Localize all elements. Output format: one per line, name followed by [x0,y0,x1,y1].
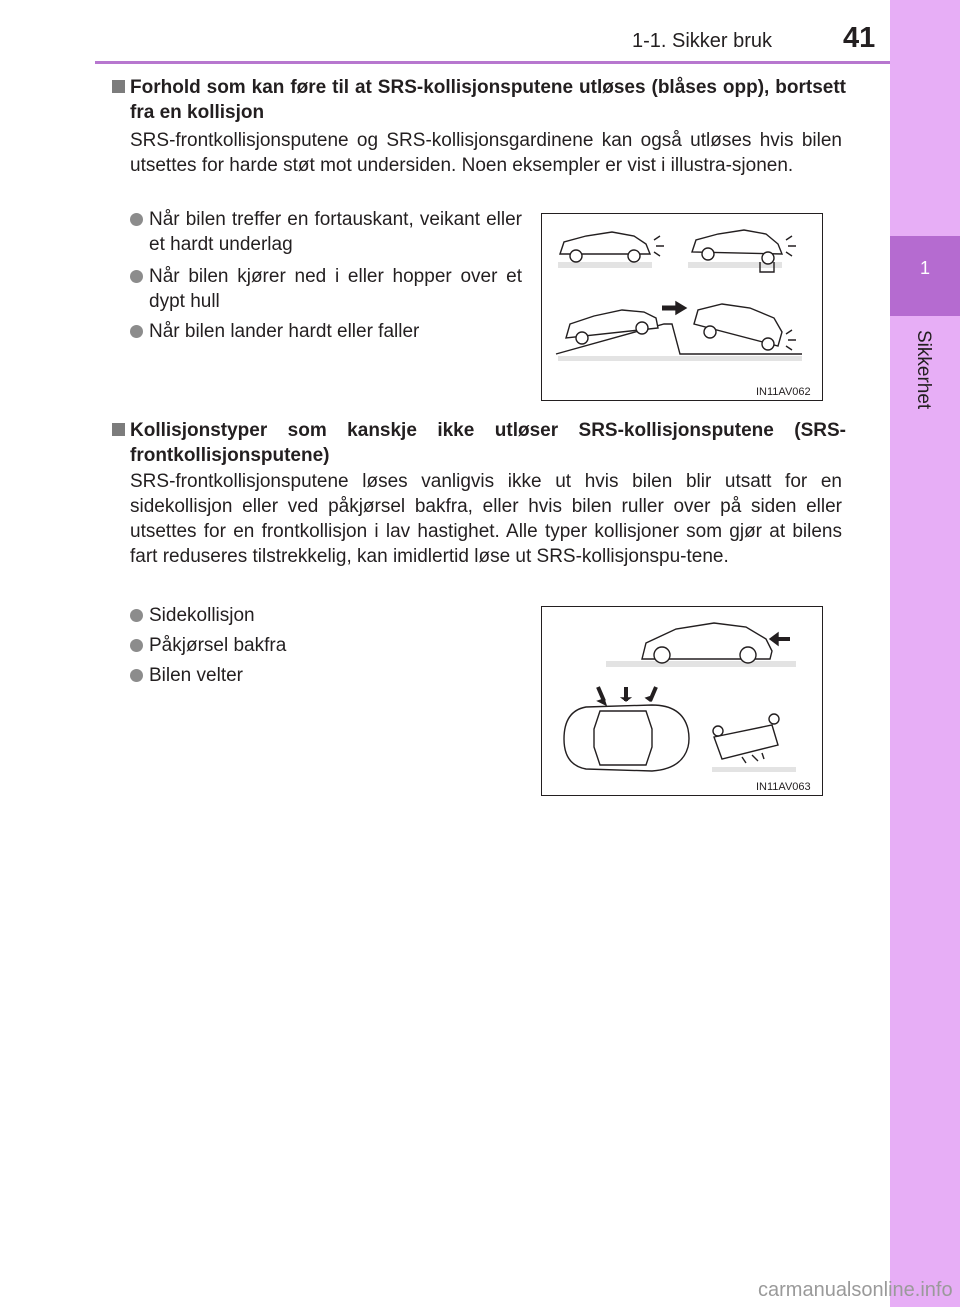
section2-heading: Kollisjonstyper som kanskje ikke utløser SRS-kollisjonsputene (SRS-frontkollisjonsputene) [130,420,846,466]
section1-bullet: Når bilen treffer en fortauskant, veikant eller et hardt underlag [130,207,522,257]
chapter-side-tab [890,0,960,1307]
section1-bullet: Når bilen kjører ned i eller hopper over et dypt hull [130,264,522,314]
section-square-icon [112,423,125,436]
bullet-dot-icon [130,609,143,622]
section2-bullet: Bilen velter [130,663,243,688]
bullet-dot-icon [130,639,143,652]
section2-body: SRS-frontkollisjonsputene løses vanligvis ikke ut hvis bilen blir utsatt for en sidekollisjon eller ved påkjørsel bakfra, eller hvis bilen ruller over på siden eller utsettes for en frontkollisjon i lav hastighet. Alle typer kollisjoner som gjør at bilens fart reduseres tilstrekkelig, kan imidlertid løse ut SRS-kollisjonspu-tene. [130,471,842,567]
figure-id: IN11AV062 [756,386,811,398]
chapter-tab-number: 1 [919,258,930,278]
bullet-dot-icon [130,325,143,338]
underbody-impact-illustration [542,214,822,400]
page-number: 41 [843,22,876,54]
watermark: carmanualsonline.info [758,1279,953,1301]
section1-heading: Forhold som kan føre til at SRS-kollisjonsputene utløses (blåses opp), bortsett fra en kollisjon [130,77,846,123]
bullet-dot-icon [130,213,143,226]
non-deploy-illustration [542,607,822,795]
figure-id: IN11AV063 [756,781,811,793]
header-rule [95,61,890,64]
section-square-icon [112,80,125,93]
figure-underbody-impact [541,213,823,401]
chapter-tab-label: Sikkerhet [913,330,934,410]
section1-bullet: Når bilen lander hardt eller faller [130,319,522,344]
section1-body: SRS-frontkollisjonsputene og SRS-kollisjonsgardinene kan også utløses hvis bilen utsettes for harde støt mot undersiden. Noen eksempler er vist i illustra-sjonen. [130,130,842,176]
section2-bullet: Påkjørsel bakfra [130,633,286,658]
chapter-title: 1-1. Sikker bruk [632,30,773,52]
section2-bullet: Sidekollisjon [130,603,255,628]
bullet-dot-icon [130,270,143,283]
bullet-dot-icon [130,669,143,682]
figure-non-deploy-collisions [541,606,823,796]
